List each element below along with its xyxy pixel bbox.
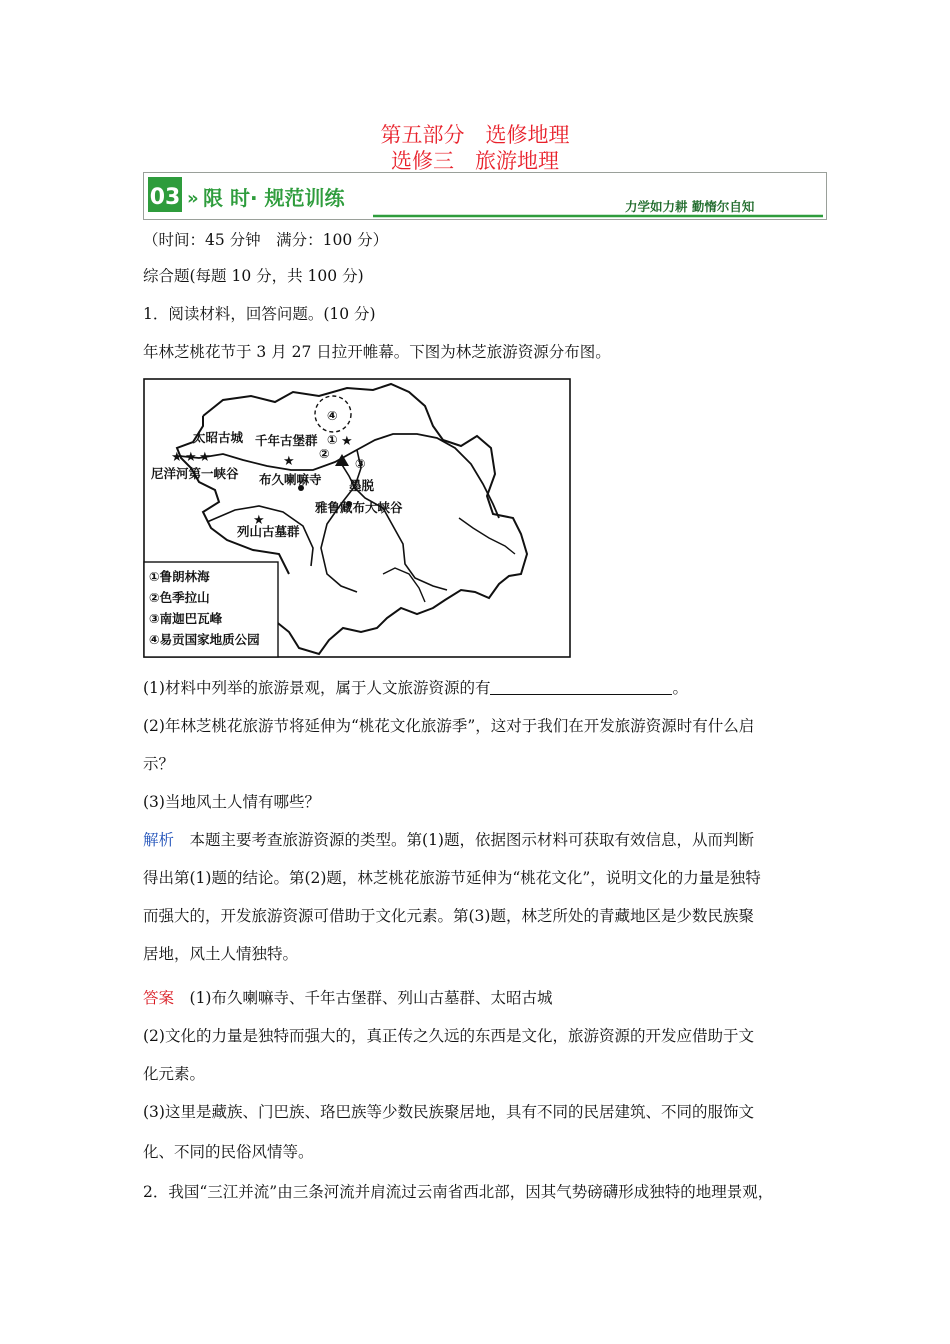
star-marker: ★: [171, 450, 183, 465]
banner-motto: 力学如力耕 勤惰尔自知: [625, 199, 755, 214]
star-marker: ★: [185, 450, 197, 465]
tourism-map: [143, 378, 571, 658]
label-circle-2: ②: [319, 446, 330, 461]
analysis-line3: 而强大的，开发旅游资源可借助于文化元素。第(3)题，林芝所处的青藏地区是少数民族聚: [143, 907, 754, 925]
banner-number: 03: [149, 185, 181, 210]
legend-item: ①鲁朗林海: [149, 569, 210, 584]
analysis-line4: 居地，风土人情独特。: [143, 945, 299, 963]
answer-line3: 化元素。: [143, 1065, 206, 1083]
page-subtitle: 选修三 旅游地理: [391, 149, 559, 173]
legend-item: ③南迦巴瓦峰: [149, 611, 223, 626]
answer-label: 答案: [143, 989, 175, 1007]
label-qiannian: 千年古堡群: [255, 433, 318, 448]
question-2-stem: 2．我国“三江并流”由三条河流并肩流过云南省西北部，因其气势磅礴形成独特的地理景观，: [143, 1183, 774, 1201]
question-1-material: 年林芝桃花节于 3 月 27 日拉开帷幕。下图为林芝旅游资源分布图。: [143, 343, 611, 361]
star-marker: ★: [283, 454, 295, 469]
label-motuo: 墨脱: [349, 478, 375, 493]
sub-question-1-text: (1)材料中列举的旅游景观，属于人文旅游资源的有: [143, 679, 491, 697]
sub-question-3: (3)当地风土人情有哪些？: [143, 793, 320, 811]
label-taizhao: 太昭古城: [193, 430, 244, 445]
analysis-label: 解析: [143, 831, 175, 849]
analysis-line2: 得出第(1)题的结论。第(2)题，林芝桃花旅游节延伸为“桃花文化”，说明文化的力量是独特: [143, 869, 761, 887]
label-niyanghe: 尼洋河第一峡谷: [151, 466, 239, 481]
label-lieshan: 列山古墓群: [237, 524, 300, 539]
answer-line1: [143, 986, 552, 1008]
page-title: 第五部分 选修地理: [380, 123, 570, 147]
answer-text: (1)布久喇嘛寺、千年古堡群、列山古墓群、太昭古城: [174, 989, 553, 1007]
analysis-text: 本题主要考查旅游资源的类型。第(1)题，依据图示材料可获取有效信息，从而判断: [174, 831, 754, 849]
star-marker: ★: [341, 434, 353, 449]
answer-line4: (3)这里是藏族、门巴族、珞巴族等少数民族聚居地，具有不同的民居建筑、不同的服饰文: [143, 1103, 754, 1121]
star-marker: ★: [199, 450, 211, 465]
legend-item: ④易贡国家地质公园: [149, 632, 260, 647]
sub-question-1-end: 。: [672, 679, 688, 697]
label-bujiu: 布久喇嘛寺: [259, 472, 322, 487]
star-marker: ★: [253, 513, 265, 528]
label-circle-3: ③: [355, 456, 366, 471]
banner-arrow: »: [187, 188, 199, 209]
analysis-line1: [143, 828, 754, 850]
sub-question-2-line2: 示？: [143, 755, 175, 773]
legend-item: ②色季拉山: [149, 590, 210, 605]
banner-heading: 限 时· 规范训练: [203, 186, 345, 210]
question-1-stem: 1．阅读材料，回答问题。(10 分): [143, 305, 376, 323]
answer-line5: 化、不同的民俗风情等。: [143, 1143, 314, 1161]
label-yarlung: 雅鲁藏布大峡谷: [315, 500, 403, 515]
section-banner: [143, 172, 827, 220]
sub-question-1: [143, 676, 688, 698]
answer-blank: [490, 680, 672, 695]
answer-line2: (2)文化的力量是独特而强大的，真正传之久远的东西是文化，旅游资源的开发应借助于文: [143, 1027, 754, 1045]
sub-question-2-line1: (2)年林芝桃花旅游节将延伸为“桃花文化旅游季”，这对于我们在开发旅游资源时有什么启: [143, 717, 755, 735]
label-circle-4: ④: [327, 408, 338, 423]
label-circle-1: ①: [327, 432, 338, 447]
section-heading: 综合题(每题 10 分，共 100 分): [143, 267, 364, 285]
time-info: （时间：45 分钟 满分：100 分）: [143, 231, 389, 249]
